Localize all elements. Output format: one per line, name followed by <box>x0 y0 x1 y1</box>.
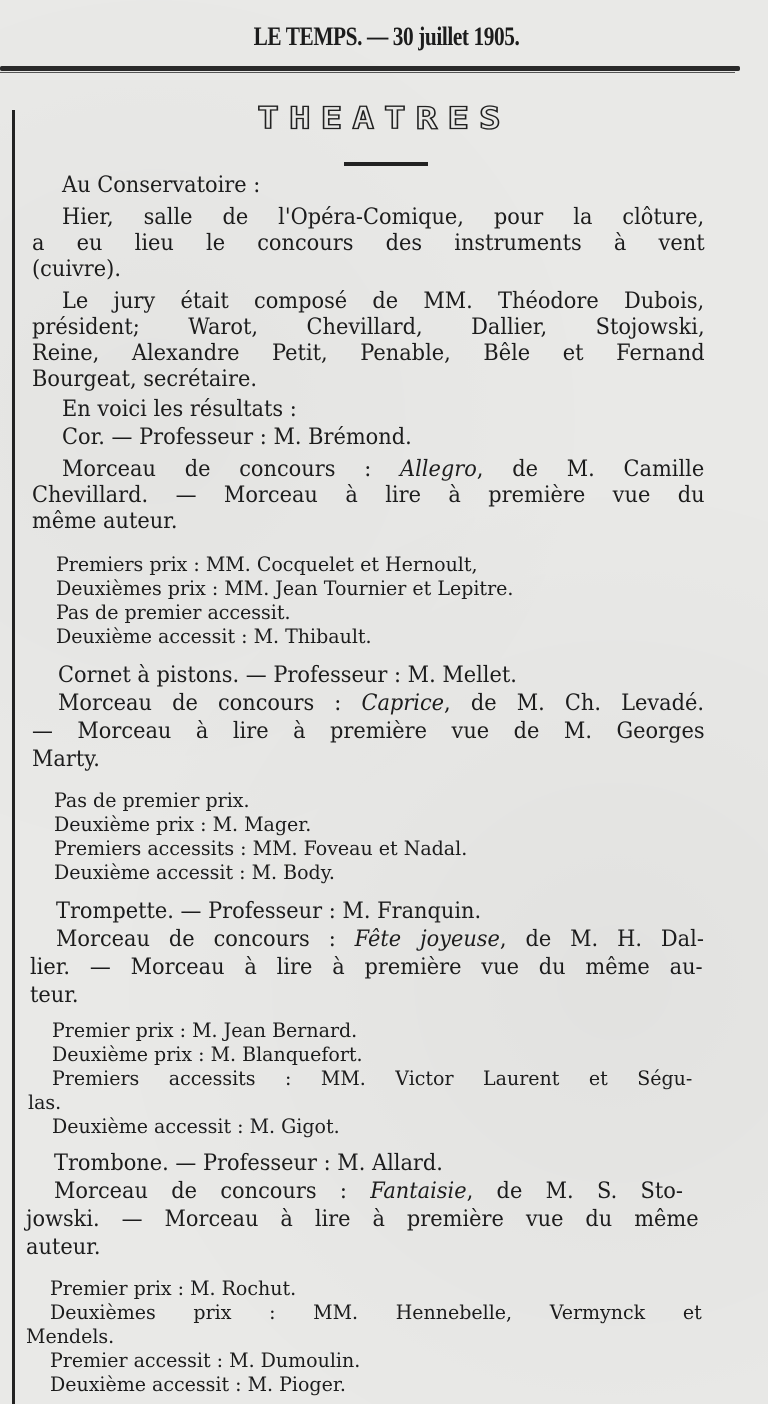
body-line: (cuivre). <box>32 257 121 282</box>
award-line: Pas de premier accessit. <box>56 600 291 624</box>
award-line: Deuxièmes prix : MM. Jean Tournier et Lepitre. <box>56 576 514 600</box>
award-line: Premier prix : M. Rochut. <box>50 1276 297 1300</box>
piece-line: auteur. <box>26 1235 101 1260</box>
award-line: Pas de premier prix. <box>54 788 250 812</box>
piece-line: teur. <box>30 983 79 1008</box>
piece-line: Morceau de concours : Caprice, de M. Ch. Levadé. <box>58 691 704 716</box>
intro-line: Au Conservatoire : <box>62 173 261 198</box>
instrument-heading: Cor. — Professeur : M. Brémond. <box>62 425 412 450</box>
piece-title: Fantaisie <box>370 1179 467 1204</box>
award-line: Deuxième accessit : M. Body. <box>54 860 335 884</box>
award-line: Premier prix : M. Jean Bernard. <box>52 1018 358 1042</box>
award-line: Deuxième prix : M. Blanquefort. <box>52 1042 363 1066</box>
piece-title: Caprice <box>361 691 445 716</box>
piece-line: même auteur. <box>32 509 178 534</box>
masthead-rule <box>0 66 740 71</box>
award-line: las. <box>28 1090 62 1114</box>
piece-line: Marty. <box>32 747 100 772</box>
piece-title: Allegro <box>400 457 477 482</box>
body-line: Bourgeat, secrétaire. <box>32 367 258 392</box>
body-line: président; Warot, Chevillard, Dallier, Stojowski, <box>32 315 705 340</box>
instrument-heading: Trompette. — Professeur : M. Franquin. <box>56 899 482 924</box>
piece-line: jowski. — Morceau à lire à première vue du même <box>26 1207 699 1232</box>
piece-title: Fête joyeuse <box>354 927 500 952</box>
award-line: Premiers accessits : MM. Victor Laurent et Ségu- <box>52 1066 693 1090</box>
column-rule <box>12 110 15 1404</box>
award-line: Premiers accessits : MM. Foveau et Nadal. <box>54 836 468 860</box>
award-line: Deuxième prix : M. Mager. <box>54 812 312 836</box>
masthead <box>72 22 702 52</box>
newspaper-name: LE TEMPS. <box>253 22 363 51</box>
piece-line: — Morceau à lire à première vue de M. Georges <box>32 719 705 744</box>
body-line: a eu lieu le concours des instruments à vent <box>32 231 705 256</box>
award-line: Premiers prix : MM. Cocquelet et Hernoult, <box>56 552 478 576</box>
instrument-heading: Trombone. — Professeur : M. Allard. <box>54 1151 443 1176</box>
issue-date: 30 juillet 1905. <box>392 22 520 51</box>
body-line: Reine, Alexandre Petit, Penable, Bêle et Fernand <box>32 341 705 366</box>
instrument-heading: Cornet à pistons. — Professeur : M. Mellet. <box>58 663 517 688</box>
award-line: Deuxièmes prix : MM. Hennebelle, Vermynck et <box>50 1300 702 1324</box>
award-line: Mendels. <box>26 1324 115 1348</box>
title-underline <box>344 162 428 166</box>
masthead-rule-thin <box>0 72 735 73</box>
body-line: Le jury était composé de MM. Théodore Dubois, <box>62 289 705 314</box>
award-line: Deuxième accessit : M. Pioger. <box>50 1372 346 1396</box>
masthead-separator: — <box>366 22 388 51</box>
results-intro: En voici les résultats : <box>62 397 297 422</box>
piece-line: Morceau de concours : Allegro, de M. Camille <box>62 457 705 482</box>
award-line: Premier accessit : M. Dumoulin. <box>50 1348 361 1372</box>
body-line: Hier, salle de l'Opéra-Comique, pour la clôture, <box>62 205 705 230</box>
piece-line: Morceau de concours : Fantaisie, de M. S. Sto- <box>54 1179 683 1204</box>
award-line: Deuxième accessit : M. Gigot. <box>52 1114 340 1138</box>
section-title: THEATRES <box>257 101 511 136</box>
piece-line: lier. — Morceau à lire à première vue du même au- <box>30 955 703 980</box>
award-line: Deuxième accessit : M. Thibault. <box>56 624 372 648</box>
piece-line: Chevillard. — Morceau à lire à première vue du <box>32 483 705 508</box>
piece-line: Morceau de concours : Fête joyeuse, de M. H. Dal- <box>56 927 704 952</box>
